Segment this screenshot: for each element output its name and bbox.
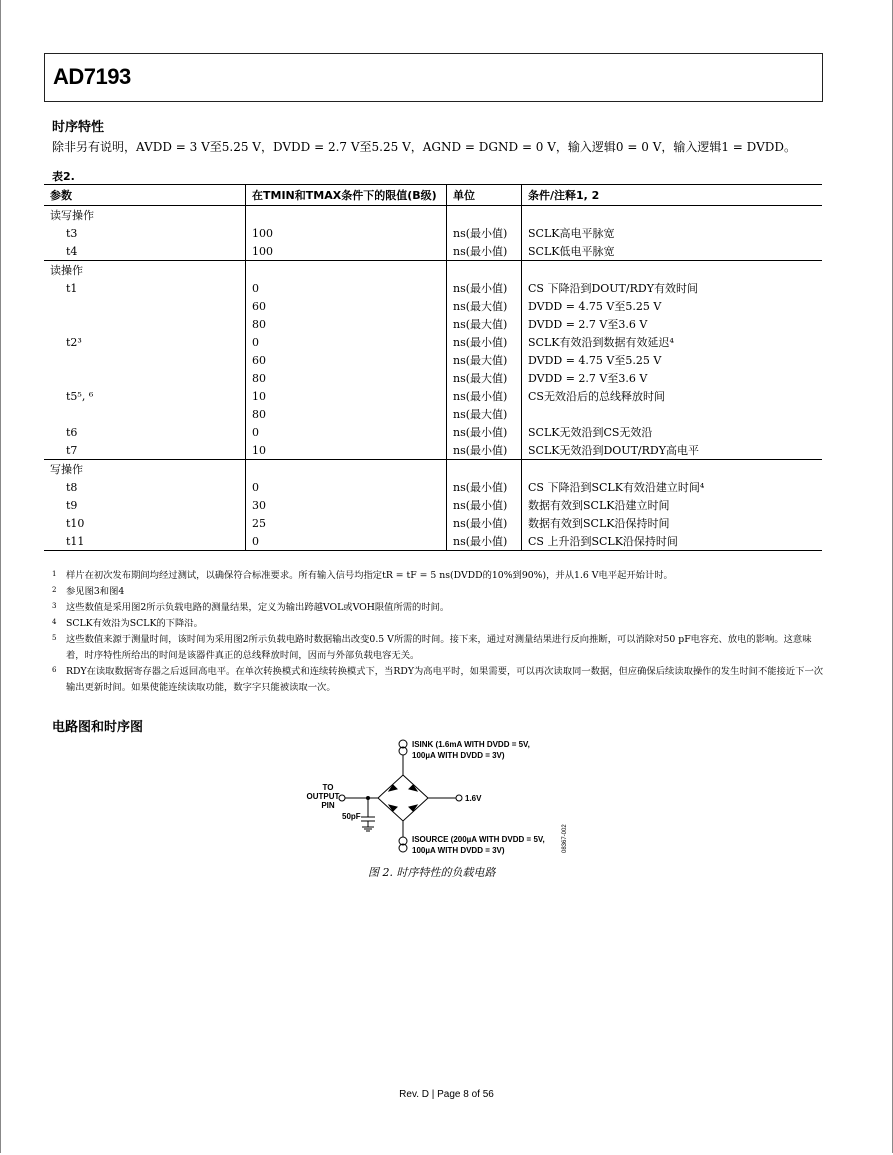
unit-cell: ns(最小值) xyxy=(447,387,522,405)
param-symbol: t9 xyxy=(66,498,78,512)
note-cell: DVDD = 2.7 V至3.6 V xyxy=(528,372,648,385)
param-symbol: t6 xyxy=(66,425,78,439)
diode-bridge xyxy=(378,775,428,821)
footnote-text: 这些数值来源于测量时间，该时间为采用图2所示负载电路时数据输出改变0.5 V所需的时间。接下来，通过对测量结果进行反向推断，可以消除对50 pF电容充、放电的影响。这意味着，时序特性所给出的时间是该器件真正的总线释放时间，因而与外部负载电容无关。 xyxy=(66,634,812,661)
limit-cell: 30 xyxy=(246,496,447,514)
footnote xyxy=(52,632,827,664)
note-cell: SCLK高电平脉宽 xyxy=(528,227,615,240)
table-header-row xyxy=(44,185,822,206)
unit-cell: ns(最小值) xyxy=(447,333,522,351)
page-header xyxy=(44,53,823,102)
note-cell: DVDD = 2.7 V至3.6 V xyxy=(528,318,648,331)
param-symbol: t4 xyxy=(66,244,78,258)
note-cell: SCLK低电平脉宽 xyxy=(528,245,615,258)
limit-cell: 10 xyxy=(246,441,447,460)
footnotes xyxy=(52,568,827,696)
unit-cell: ns(最小值) xyxy=(447,496,522,514)
param-cell xyxy=(44,333,246,351)
param-cell xyxy=(44,387,246,405)
limit-cell: 80 xyxy=(246,315,447,333)
note-cell: CS无效沿后的总线释放时间 xyxy=(528,390,665,403)
param-symbol: t2³ xyxy=(66,335,82,349)
param-cell xyxy=(44,496,246,514)
footnote xyxy=(52,568,827,584)
group-label: 读操作 xyxy=(44,261,246,280)
table-row xyxy=(44,297,822,315)
empty-cell xyxy=(246,261,447,280)
unit-cell: ns(最小值) xyxy=(447,279,522,297)
unit-cell: ns(最小值) xyxy=(447,224,522,242)
footnote-text: 参见图3和图4 xyxy=(66,586,125,597)
table-row xyxy=(44,478,822,496)
table-row xyxy=(44,333,822,351)
param-cell xyxy=(44,315,246,333)
figure-caption: 图 2. 时序特性的负载电路 xyxy=(368,866,496,879)
group-row xyxy=(44,460,822,479)
limit-cell: 0 xyxy=(246,532,447,551)
table-row xyxy=(44,279,822,297)
param-cell xyxy=(44,297,246,315)
param-symbol: t8 xyxy=(66,480,78,494)
footnote-text: 这些数值是采用图2所示负载电路的测量结果，定义为输出跨越VOL或VOH限值所需的时间。 xyxy=(66,602,450,613)
empty-cell xyxy=(522,460,823,479)
param-cell xyxy=(44,369,246,387)
capacitor-icon xyxy=(361,798,375,831)
unit-cell: ns(最小值) xyxy=(447,423,522,441)
empty-cell xyxy=(522,261,823,280)
param-symbol: t5⁵, ⁶ xyxy=(66,389,94,403)
footnote xyxy=(52,584,827,600)
note-cell: 数据有效到SCLK沿建立时间 xyxy=(528,499,670,512)
limit-cell: 100 xyxy=(246,224,447,242)
limit-cell: 80 xyxy=(246,369,447,387)
empty-cell xyxy=(246,460,447,479)
empty-cell xyxy=(447,261,522,280)
table-row xyxy=(44,224,822,242)
unit-cell: ns(最小值) xyxy=(447,441,522,460)
footnote-number: 6 xyxy=(52,666,57,674)
isink-label-2: 100µA WITH DVDD = 3V) xyxy=(412,751,505,760)
table-row xyxy=(44,441,822,460)
unit-cell: ns(最大值) xyxy=(447,315,522,333)
limit-cell: 60 xyxy=(246,297,447,315)
note-cell: CS 上升沿到SCLK沿保持时间 xyxy=(522,532,823,551)
limit-cell: 25 xyxy=(246,514,447,532)
note-cell: CS 下降沿到SCLK有效沿建立时间⁴ xyxy=(528,481,705,494)
part-number: AD7193 xyxy=(53,64,131,89)
param-cell xyxy=(44,478,246,496)
param-cell xyxy=(44,532,246,551)
unit-cell: ns(最大值) xyxy=(447,405,522,423)
empty-cell xyxy=(522,206,823,225)
footnote-text: SCLK有效沿为SCLK的下降沿。 xyxy=(66,618,203,629)
limit-cell: 0 xyxy=(246,333,447,351)
unit-cell: ns(最小值) xyxy=(447,514,522,532)
table-row xyxy=(44,496,822,514)
conditions-text: 除非另有说明，AVDD = 3 V至5.25 V，DVDD = 2.7 V至5.25 V，AGND = DGND = 0 V，输入逻辑0 = 0 V，输入逻辑1 = DVDD。 xyxy=(52,140,796,154)
load-circuit-diagram xyxy=(290,735,590,861)
empty-cell xyxy=(447,206,522,225)
table-title: 表2. xyxy=(52,170,75,183)
unit-cell: ns(最大值) xyxy=(447,351,522,369)
page-footer: Rev. D | Page 8 of 56 xyxy=(399,1089,494,1100)
note-cell xyxy=(522,405,823,423)
table-row xyxy=(44,369,822,387)
isink-current-source-icon xyxy=(399,740,407,775)
param-cell xyxy=(44,279,246,297)
group-row xyxy=(44,261,822,280)
table-row xyxy=(44,387,822,405)
isource-label: ISOURCE (200µA WITH DVDD = 5V, xyxy=(412,835,545,844)
section-title-timing: 时序特性 xyxy=(52,120,105,135)
footnote-number: 5 xyxy=(52,634,57,642)
table-body xyxy=(44,206,822,551)
header-limit: 在TMIN和TMAX条件下的限值(B级) xyxy=(246,185,447,206)
reference-terminal xyxy=(456,795,462,801)
param-cell xyxy=(44,224,246,242)
limit-cell: 0 xyxy=(246,478,447,496)
output-pin-terminal xyxy=(339,795,345,801)
group-label: 读写操作 xyxy=(44,206,246,225)
unit-cell: ns(最小值) xyxy=(447,478,522,496)
param-cell xyxy=(44,405,246,423)
unit-cell: ns(最大值) xyxy=(447,369,522,387)
isource-current-source-icon xyxy=(399,821,407,852)
isource-label-2: 100µA WITH DVDD = 3V) xyxy=(412,846,505,855)
footnote-number: 3 xyxy=(52,602,57,610)
footnote xyxy=(52,664,827,696)
table-row xyxy=(44,315,822,333)
limit-cell: 80 xyxy=(246,405,447,423)
table-row xyxy=(44,423,822,441)
section-title-circuit: 电路图和时序图 xyxy=(52,720,144,735)
param-symbol: t11 xyxy=(66,534,85,548)
limit-cell: 0 xyxy=(246,279,447,297)
note-cell: CS 下降沿到DOUT/RDY有效时间 xyxy=(528,282,698,295)
param-symbol: t7 xyxy=(66,443,78,457)
footnote-number: 4 xyxy=(52,618,57,626)
doc-code: 08367-002 xyxy=(562,824,568,853)
unit-cell: ns(最大值) xyxy=(447,297,522,315)
to-output-pin-label-1: TO xyxy=(322,783,334,792)
param-cell xyxy=(44,514,246,532)
cap-label: 50pF xyxy=(342,812,361,821)
footnote-text: 样片在初次发布期间均经过测试，以确保符合标准要求。所有输入信号均指定tR = tF = 5 ns(DVDD的10%到90%)，并从1.6 V电平起开始计时。 xyxy=(66,570,673,581)
param-cell xyxy=(44,351,246,369)
limit-cell: 10 xyxy=(246,387,447,405)
header-param: 参数 xyxy=(44,185,246,206)
unit-cell: ns(最小值) xyxy=(447,532,522,551)
header-unit: 单位 xyxy=(447,185,522,206)
param-cell xyxy=(44,242,246,261)
empty-cell xyxy=(447,460,522,479)
isink-label: ISINK (1.6mA WITH DVDD = 5V, xyxy=(412,740,530,749)
footnote xyxy=(52,616,827,632)
limit-cell: 0 xyxy=(246,423,447,441)
note-cell: SCLK有效沿到数据有效延迟⁴ xyxy=(528,336,674,349)
table-row xyxy=(44,514,822,532)
table-row xyxy=(44,351,822,369)
note-cell: DVDD = 4.75 V至5.25 V xyxy=(528,300,662,313)
footnote xyxy=(52,600,827,616)
to-output-pin-label-2: OUTPUT xyxy=(306,792,340,801)
limit-cell: 100 xyxy=(246,242,447,261)
group-row xyxy=(44,206,822,225)
voltage-label: 1.6V xyxy=(465,794,482,803)
param-symbol: t1 xyxy=(66,281,78,295)
param-symbol: t10 xyxy=(66,516,85,530)
footnote-number: 1 xyxy=(52,570,57,578)
header-note: 条件/注释1, 2 xyxy=(522,185,823,206)
param-symbol: t3 xyxy=(66,226,78,240)
note-cell: SCLK无效沿到DOUT/RDY高电平 xyxy=(528,444,699,457)
footnote-text: RDY在读取数据寄存器之后返回高电平。在单次转换模式和连续转换模式下，当RDY为高电平时，如果需要，可以再次读取同一数据，但应确保后续读取操作的发生时间不能接近下一次输出更新时间。如果使能连续读取功能，数字字只能被读取一次。 xyxy=(66,666,824,693)
table-row xyxy=(44,405,822,423)
to-output-pin-label-3: PIN xyxy=(321,801,335,810)
table-row xyxy=(44,532,822,551)
note-cell: 数据有效到SCLK沿保持时间 xyxy=(528,517,670,530)
group-label: 写操作 xyxy=(44,460,246,479)
param-cell xyxy=(44,423,246,441)
limit-cell: 60 xyxy=(246,351,447,369)
table-row xyxy=(44,242,822,261)
timing-table xyxy=(44,184,822,551)
note-cell: SCLK无效沿到CS无效沿 xyxy=(528,426,653,439)
empty-cell xyxy=(246,206,447,225)
note-cell: DVDD = 4.75 V至5.25 V xyxy=(528,354,662,367)
footnote-number: 2 xyxy=(52,586,57,594)
param-cell xyxy=(44,441,246,460)
unit-cell: ns(最小值) xyxy=(447,242,522,261)
